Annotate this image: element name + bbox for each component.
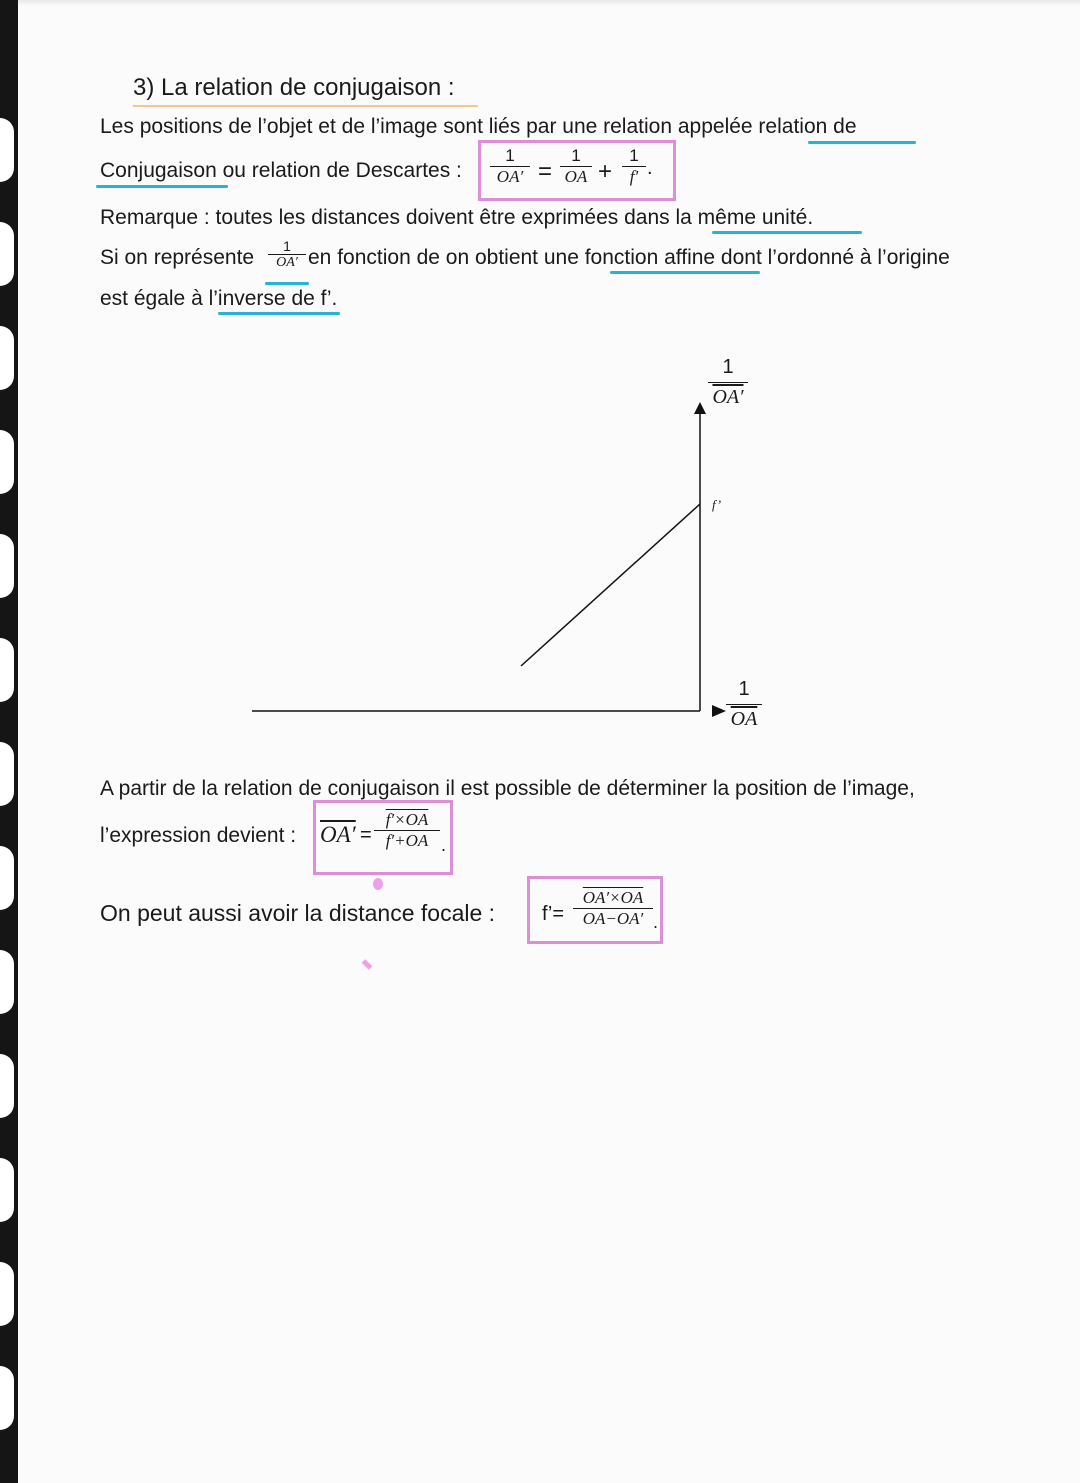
formula-fraction — [374, 810, 440, 851]
section-title: 3) La relation de conjugaison : — [133, 74, 455, 101]
paragraph1-line1: Les positions de l’objet et de l’image sont liés par une relation appelée relation de — [100, 115, 857, 138]
eq-plus: + — [598, 158, 613, 185]
paragraph2-frac-num: 1 — [283, 238, 291, 254]
eq-fraction-oa — [560, 146, 592, 187]
eq-equals: = — [538, 158, 553, 185]
eq-den-left: OA′ — [496, 167, 524, 186]
paragraph2-fraction — [268, 238, 306, 271]
paragraph2-part2: en fonction de on obtient une fonction affine dont l’ordonné à l’origine — [308, 246, 950, 269]
title-underline — [133, 105, 478, 107]
eq-fraction-f-prime — [622, 146, 646, 187]
highlight-conjugaison — [96, 185, 228, 188]
formula-num: f′×OA — [385, 810, 429, 829]
paragraph3-line2: l’expression devient : — [100, 824, 297, 847]
highlight-relation-de — [808, 141, 916, 144]
pink-dot — [373, 878, 383, 890]
y-label-den: OA′ — [712, 386, 744, 408]
x-axis-label — [726, 678, 762, 731]
eq-period: . — [647, 157, 653, 179]
eq-num-mid: 1 — [571, 146, 581, 165]
paragraph2-line2: est égale à l’inverse de f’. — [100, 287, 338, 310]
eq-fraction-oa-prime — [490, 146, 530, 187]
paragraph4-text: On peut aussi avoir la distance focale : — [100, 900, 496, 926]
focal-lhs: f’= — [542, 903, 565, 925]
formula-period: . — [441, 835, 447, 855]
x-axis-arrow — [712, 705, 726, 717]
highlight-inverse — [218, 312, 340, 315]
eq-num-left: 1 — [505, 146, 515, 165]
eq-num-right: 1 — [629, 146, 639, 165]
affine-function-line — [521, 504, 700, 666]
highlight-fraction — [265, 282, 309, 285]
focal-den: OA−OA′ — [582, 909, 644, 928]
focal-fraction — [573, 888, 653, 929]
pink-mark — [362, 959, 373, 970]
paragraph2-part1: Si on représente — [100, 246, 255, 269]
highlight-meme-unite — [712, 231, 862, 234]
formula-equals: = — [360, 824, 372, 846]
paragraph1-line2: Conjugaison ou relation de Descartes : — [100, 159, 462, 182]
highlight-fonction-affine — [610, 271, 760, 274]
paragraph3-line1: A partir de la relation de conjugaison il est possible de déterminer la position de l’image, — [100, 777, 915, 800]
binder-edge — [0, 0, 18, 1483]
focal-num: OA′×OA — [582, 888, 644, 907]
x-label-num: 1 — [738, 678, 750, 700]
y-axis-label — [708, 356, 748, 409]
y-axis-arrow — [694, 402, 706, 414]
formula-den: f′+OA — [385, 831, 429, 850]
y-label-num: 1 — [722, 356, 734, 378]
eq-den-mid: OA — [564, 167, 588, 186]
eq-den-right: f′ — [629, 167, 639, 186]
page-top-shadow — [18, 0, 1080, 6]
formula-lhs: OA′ — [320, 822, 356, 847]
paragraph2-frac-den: OA′ — [276, 255, 298, 270]
intercept-label: f’ — [712, 497, 722, 512]
focal-period: . — [653, 912, 659, 932]
x-label-den: OA — [730, 708, 758, 730]
remark-text: Remarque : toutes les distances doivent être exprimées dans la même unité. — [100, 206, 814, 229]
